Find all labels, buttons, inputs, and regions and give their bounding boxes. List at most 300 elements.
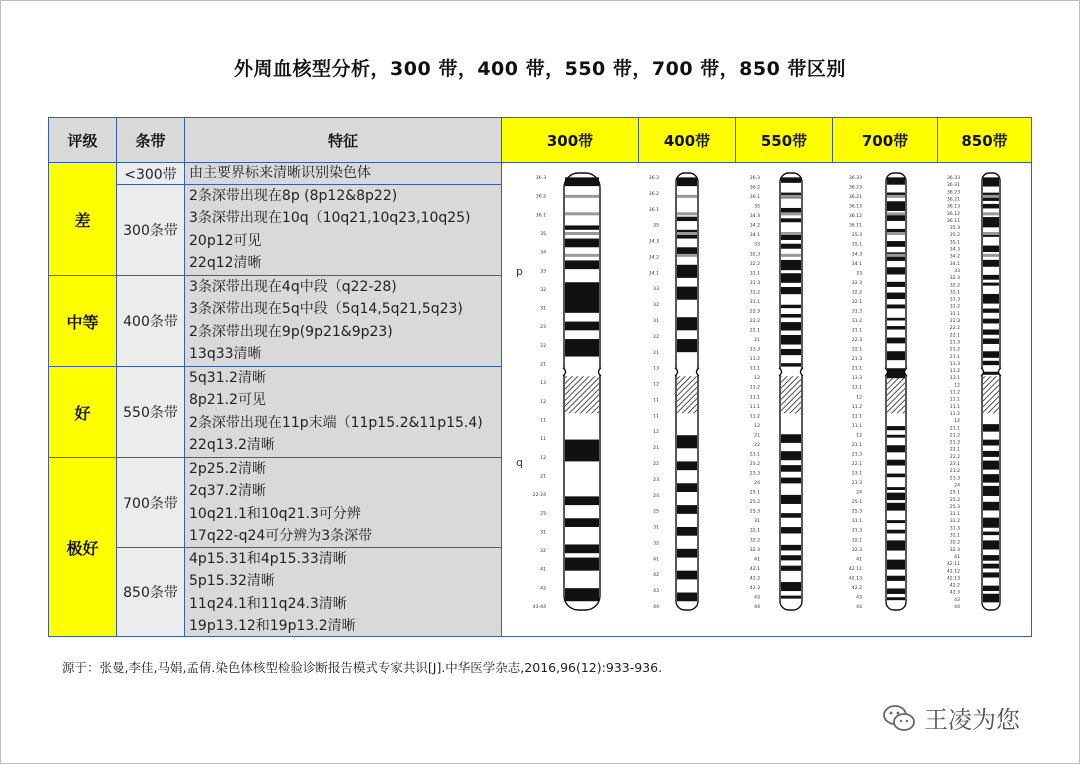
feature-line: 2条深带出现在8p (8p12&8p22) <box>189 188 398 204</box>
gray-band <box>677 195 697 198</box>
band-label: 32.3 <box>749 547 760 553</box>
band-label: 22 <box>653 462 659 467</box>
gray-band <box>677 254 697 257</box>
band-label: 22.1 <box>851 347 862 353</box>
band-label: 32.1 <box>949 533 960 539</box>
dark-band <box>677 435 697 448</box>
gray-band <box>983 212 999 215</box>
feature-cell <box>184 275 502 367</box>
header-feature: 特征 <box>184 117 502 163</box>
dark-band <box>887 588 905 594</box>
band-label: 31.2 <box>949 304 960 310</box>
band-label: 36.2 <box>648 191 659 197</box>
dark-band <box>677 549 697 558</box>
band-label: 11 <box>540 418 546 424</box>
band-label: 36.2 <box>749 185 760 191</box>
dark-band <box>781 545 801 551</box>
dark-band <box>887 560 905 570</box>
band-label: 36.31 <box>946 183 960 189</box>
band-label: 21 <box>754 433 760 439</box>
dark-band <box>887 435 905 438</box>
band-label: 36.13 <box>946 204 960 210</box>
band-label: 11 <box>540 437 546 443</box>
band-label: 21.3 <box>851 452 862 458</box>
band-label: 25.1 <box>851 500 862 506</box>
dark-band <box>983 339 999 344</box>
heterochromatin-region <box>677 376 697 413</box>
band-label: 31.3 <box>749 280 760 286</box>
dark-band <box>565 239 599 248</box>
band-label: 42.3 <box>949 590 960 596</box>
band-label: 22.2 <box>749 319 760 324</box>
band-label: 23.3 <box>749 471 760 477</box>
gray-band <box>983 254 999 257</box>
gray-band <box>887 254 905 257</box>
dark-band <box>887 318 905 321</box>
feature-line: 11q24.1和11q24.3清晰 <box>189 596 347 612</box>
band-label: 24 <box>754 481 760 487</box>
band-label: 11.1 <box>949 404 960 410</box>
dark-band <box>983 540 999 549</box>
dark-band <box>887 338 905 344</box>
feature-line: 22q13.2清晰 <box>189 437 275 453</box>
band-label: 11.2 <box>749 385 760 391</box>
band-label: 41 <box>856 557 862 563</box>
dark-band <box>565 518 599 527</box>
band-label: 42.2 <box>949 583 960 589</box>
band-label: 12 <box>540 399 546 405</box>
band-label: 13 <box>653 366 659 372</box>
band-label: 34.3 <box>949 247 960 253</box>
band-label: 36.1 <box>535 213 546 219</box>
band-label: 36.33 <box>946 176 960 181</box>
band-label: 34.1 <box>851 261 862 267</box>
dark-band <box>887 177 905 184</box>
band-label: 35.2 <box>949 233 960 239</box>
feature-cell <box>184 547 502 637</box>
chromosome-300带 <box>533 173 601 610</box>
band-label: 12 <box>754 423 760 429</box>
dark-band <box>677 593 697 602</box>
dark-band <box>781 434 801 443</box>
band-label: 13.1 <box>949 376 960 382</box>
band-label: 23.2 <box>949 469 960 475</box>
dark-band <box>983 275 999 280</box>
dark-band <box>677 527 697 536</box>
band-label: 41 <box>540 567 546 573</box>
band-label: 31.1 <box>749 299 760 305</box>
band-label: 43 <box>653 589 659 595</box>
gray-band <box>887 195 905 198</box>
source-citation: 源于：张曼,李佳,马娟,孟倩.染色体核型检验诊断报告模式专家共识[J].中华医学杂志,2016,96(12):933-936. <box>62 660 663 675</box>
grade-excellent: 极好 <box>48 457 117 637</box>
band-label: 11 <box>653 414 659 420</box>
band-700: 700条带 <box>116 457 185 548</box>
heterochromatin-region <box>983 376 999 413</box>
gray-band <box>565 195 599 198</box>
band-label: 44 <box>653 605 659 610</box>
band-label: 21.3 <box>949 440 960 446</box>
dark-band <box>887 201 905 211</box>
feature-line: 22q12清晰 <box>189 255 262 271</box>
band-label: 33 <box>540 269 546 275</box>
band-label: 41 <box>754 557 760 563</box>
heterochromatin-region <box>887 376 905 413</box>
dark-band <box>983 283 999 286</box>
dark-band <box>677 505 697 514</box>
band-label: 22-24 <box>532 493 546 499</box>
band-label: 36.12 <box>946 211 960 217</box>
band-label: 21.1 <box>851 366 862 372</box>
band-label: 36.21 <box>946 197 960 203</box>
band-label: 43 <box>856 595 862 601</box>
band-label: 21.1 <box>949 354 960 360</box>
dark-band <box>887 597 905 600</box>
band-label: 41 <box>653 557 659 563</box>
feature-line: 5p15.32清晰 <box>189 573 275 589</box>
band-label: 21.2 <box>949 433 960 439</box>
band-label: 13.3 <box>851 376 862 382</box>
band-label: 35.3 <box>851 233 862 239</box>
band-label: 12 <box>754 376 760 382</box>
dark-band <box>781 513 801 518</box>
dark-band <box>887 503 905 511</box>
dark-band <box>781 451 801 460</box>
band-label: 23.1 <box>851 471 862 477</box>
band-label: 21.2 <box>949 347 960 353</box>
band-label: 12 <box>954 383 960 389</box>
dark-band <box>677 483 697 492</box>
band-label: 36.11 <box>848 223 862 229</box>
dark-band <box>983 424 999 432</box>
band-label: 42.13 <box>848 576 862 582</box>
band-label: 23.3 <box>851 481 862 487</box>
band-label: 11.2 <box>749 414 760 420</box>
dark-band <box>781 555 801 560</box>
gray-band <box>781 232 801 235</box>
header-band: 条带 <box>116 117 185 163</box>
band-label: 25 <box>653 509 659 515</box>
band-label: 25 <box>540 511 546 517</box>
band-label: 34.3 <box>749 214 760 220</box>
dark-band <box>983 294 999 304</box>
band-label: 44 <box>856 605 862 610</box>
band-label: 36.11 <box>946 218 960 224</box>
dark-band <box>887 487 905 490</box>
feature-line: 3条深带出现在4q中段（q22-28) <box>189 279 397 295</box>
dark-band <box>983 329 999 334</box>
band-label: 32.3 <box>949 547 960 553</box>
band-label: 22.1 <box>851 462 862 467</box>
dark-band <box>887 305 905 309</box>
band-label: 22.3 <box>851 338 862 344</box>
band-label: 21 <box>754 338 760 344</box>
dark-band <box>887 540 905 550</box>
band-label: 12 <box>954 419 960 425</box>
header-700: 700带 <box>832 117 938 163</box>
gray-band <box>565 254 599 257</box>
band-label: 42.11 <box>848 566 862 572</box>
dark-band <box>887 282 905 287</box>
band-label: 32.3 <box>949 276 960 282</box>
band-label: 32.2 <box>749 538 760 544</box>
header-grade: 评级 <box>48 117 117 163</box>
band-label: 11.2 <box>851 404 862 410</box>
feature-line: 4p15.31和4p15.33清晰 <box>189 551 347 567</box>
dark-band <box>983 204 999 209</box>
band-850: 850条带 <box>116 547 185 637</box>
gray-band <box>781 254 801 257</box>
heterochromatin-region <box>781 376 801 413</box>
dark-band <box>565 496 599 505</box>
dark-band <box>983 217 999 227</box>
dark-band <box>983 451 999 457</box>
dark-band <box>887 460 905 466</box>
feature-line: 2条深带出现在11p末端（11p15.2&11p15.4) <box>189 415 483 431</box>
header-550: 550带 <box>735 117 833 163</box>
chromosome-700带 <box>849 173 907 610</box>
dark-band <box>781 582 801 591</box>
band-label: 32.3 <box>749 252 760 258</box>
feature-line: 19p13.12和19p13.2清晰 <box>189 618 356 634</box>
band-label: 21.3 <box>949 340 960 346</box>
band-label: 44 <box>754 605 760 610</box>
feature-cell <box>184 366 502 458</box>
band-label: 21 <box>540 474 546 480</box>
dark-band <box>565 260 599 269</box>
band-label: 13.1 <box>749 366 760 372</box>
gray-band <box>677 232 697 235</box>
dark-band <box>781 305 801 308</box>
band-label: 34 <box>540 250 546 256</box>
dark-band <box>887 326 905 329</box>
dark-band <box>983 177 999 186</box>
band-400: 400条带 <box>116 275 185 367</box>
dark-band <box>983 372 999 375</box>
band-label: 23 <box>540 325 546 331</box>
dark-band <box>887 493 905 500</box>
band-label: 12 <box>653 382 659 388</box>
band-label: 34.1 <box>949 261 960 267</box>
band-label: 34.3 <box>851 252 862 258</box>
band-label: 34.1 <box>648 271 659 277</box>
band-label: 24 <box>856 490 862 496</box>
band-label: 32.2 <box>949 540 960 546</box>
band-label: 42.1 <box>749 566 760 572</box>
dark-band <box>677 265 697 278</box>
grade-medium: 中等 <box>48 275 117 367</box>
header-300: 300带 <box>501 117 639 163</box>
band-label: 36.3 <box>535 176 546 181</box>
feature-line: 20p12可见 <box>189 233 262 249</box>
band-label: 24 <box>653 493 659 499</box>
feature-cell <box>184 162 502 185</box>
header-400: 400带 <box>638 117 736 163</box>
dark-band <box>781 363 801 366</box>
band-label: 11.1 <box>949 397 960 403</box>
grade-good: 好 <box>48 366 117 458</box>
dark-band <box>781 177 801 182</box>
dark-band <box>983 555 999 561</box>
gray-band <box>983 195 999 198</box>
band-label: 42 <box>653 573 659 579</box>
band-label: 43 <box>754 595 760 601</box>
gray-band <box>887 232 905 235</box>
band-label: 33 <box>754 242 760 248</box>
dark-band <box>887 351 905 360</box>
band-label: 32.2 <box>851 290 862 296</box>
band-label: 31 <box>653 319 659 324</box>
band-label: 12 <box>540 455 546 461</box>
band-label: 36.3 <box>648 176 659 181</box>
gray-band <box>781 195 801 198</box>
band-label: 32 <box>540 549 546 555</box>
dark-band <box>983 532 999 536</box>
gray-band <box>887 212 905 215</box>
gray-band <box>781 212 801 215</box>
band-label: 31 <box>653 525 659 531</box>
band-label: 22.2 <box>949 326 960 332</box>
band-label: 22 <box>540 343 546 349</box>
band-label: 21.1 <box>851 442 862 448</box>
band-label: 36.1 <box>749 195 760 201</box>
dark-band <box>677 317 697 330</box>
p-arm-label: p <box>516 265 523 278</box>
dark-band <box>983 518 999 528</box>
band-label: 36.3 <box>749 176 760 181</box>
band-label: 23 <box>653 477 659 483</box>
dark-band <box>983 461 999 470</box>
band-label: 21.1 <box>949 426 960 432</box>
band-label: 32.1 <box>851 538 862 544</box>
band-label: 11.1 <box>851 414 862 420</box>
dark-band <box>677 461 697 470</box>
band-label: 11.2 <box>949 411 960 417</box>
dark-band <box>781 322 801 330</box>
band-label: 13.3 <box>749 347 760 353</box>
band-label: 13.2 <box>749 357 760 363</box>
band-label: 22.3 <box>749 309 760 315</box>
band-label: 36.33 <box>848 176 862 181</box>
band-label: 31.2 <box>949 519 960 525</box>
band-label: 25.2 <box>949 497 960 503</box>
band-label: 25.1 <box>949 490 960 496</box>
dark-band <box>983 361 999 365</box>
band-label: 32.1 <box>749 528 760 534</box>
q-arm-label: q <box>516 456 523 469</box>
band-label: 31.3 <box>949 297 960 303</box>
band-label: 31.2 <box>749 290 760 296</box>
band-label: 34.3 <box>648 239 659 245</box>
dark-band <box>887 368 905 378</box>
dark-band <box>983 586 999 591</box>
band-label: 32.1 <box>949 290 960 296</box>
band-label: 32.1 <box>851 299 862 305</box>
band-label: 25.3 <box>851 509 862 515</box>
band-label: 32 <box>653 541 659 547</box>
dark-band <box>983 319 999 324</box>
band-label: 32.2 <box>749 261 760 267</box>
band-label: 31 <box>540 306 546 312</box>
band-label: 31.3 <box>949 526 960 532</box>
dark-band <box>677 177 697 186</box>
dark-band <box>983 486 999 496</box>
dark-band <box>677 339 697 352</box>
band-label: 42.12 <box>946 569 960 575</box>
karyotype-table <box>48 117 1032 637</box>
band-label: 11 <box>653 398 659 404</box>
band-label: 34.2 <box>648 255 659 261</box>
dark-band <box>983 594 999 603</box>
ideogram-panel <box>501 163 1032 637</box>
dark-band <box>983 572 999 577</box>
feature-line: 3条深带出现在10q（10q21,10q23,10q25) <box>189 210 471 226</box>
feature-line: 5q31.2清晰 <box>189 370 266 386</box>
dark-band <box>565 322 599 331</box>
band-label: 31.1 <box>851 328 862 334</box>
dark-band <box>887 293 905 300</box>
gray-band <box>983 232 999 235</box>
band-label: 31 <box>540 530 546 536</box>
dark-band <box>781 314 801 318</box>
dark-band <box>781 218 801 222</box>
band-label: 31.1 <box>949 311 960 317</box>
band-label: 31.1 <box>949 512 960 518</box>
feature-line: 2条深带出现在9p(9p21&9p23) <box>189 324 393 340</box>
dark-band <box>887 520 905 523</box>
dark-band <box>781 465 801 472</box>
feature-line: 3条深带出现在5q中段（5q14,5q21,5q23) <box>189 301 463 317</box>
dark-band <box>781 596 801 599</box>
band-lt300: <300带 <box>116 162 185 185</box>
gray-band <box>565 212 599 215</box>
band-label: 22.3 <box>949 319 960 324</box>
band-label: 11.1 <box>851 423 862 429</box>
dark-band <box>983 474 999 482</box>
band-label: 35 <box>754 204 760 210</box>
band-label: 25.2 <box>749 500 760 506</box>
band-label: 22 <box>653 334 659 340</box>
band-label: 11.1 <box>749 404 760 410</box>
band-label: 32 <box>540 287 546 293</box>
band-label: 42.13 <box>946 576 960 582</box>
feature-line: 13q33清晰 <box>189 346 262 362</box>
chromosome-850带 <box>947 173 1001 610</box>
band-label: 22.2 <box>949 454 960 460</box>
band-label: 21 <box>653 350 659 356</box>
band-label: 31 <box>754 519 760 525</box>
band-label: 42.2 <box>749 576 760 582</box>
gray-band <box>677 212 697 215</box>
band-label: 34.1 <box>749 233 760 239</box>
dark-band <box>781 495 801 504</box>
feature-cell <box>184 184 502 276</box>
dark-band <box>983 564 999 569</box>
feature-line: 2p25.2清晰 <box>189 461 266 477</box>
dark-band <box>565 544 599 553</box>
dark-band <box>565 339 599 356</box>
band-label: 13.3 <box>949 361 960 367</box>
watermark <box>882 700 1020 735</box>
band-label: 31.2 <box>851 319 862 324</box>
band-label: 33 <box>856 271 862 277</box>
band-label: 36.23 <box>848 185 862 191</box>
feature-line: 由主要界标来清晰识别染色体 <box>189 165 371 181</box>
band-label: 42.3 <box>749 585 760 591</box>
dark-band <box>565 440 599 462</box>
band-label: 31.1 <box>851 519 862 525</box>
band-label: 42.2 <box>851 585 862 591</box>
